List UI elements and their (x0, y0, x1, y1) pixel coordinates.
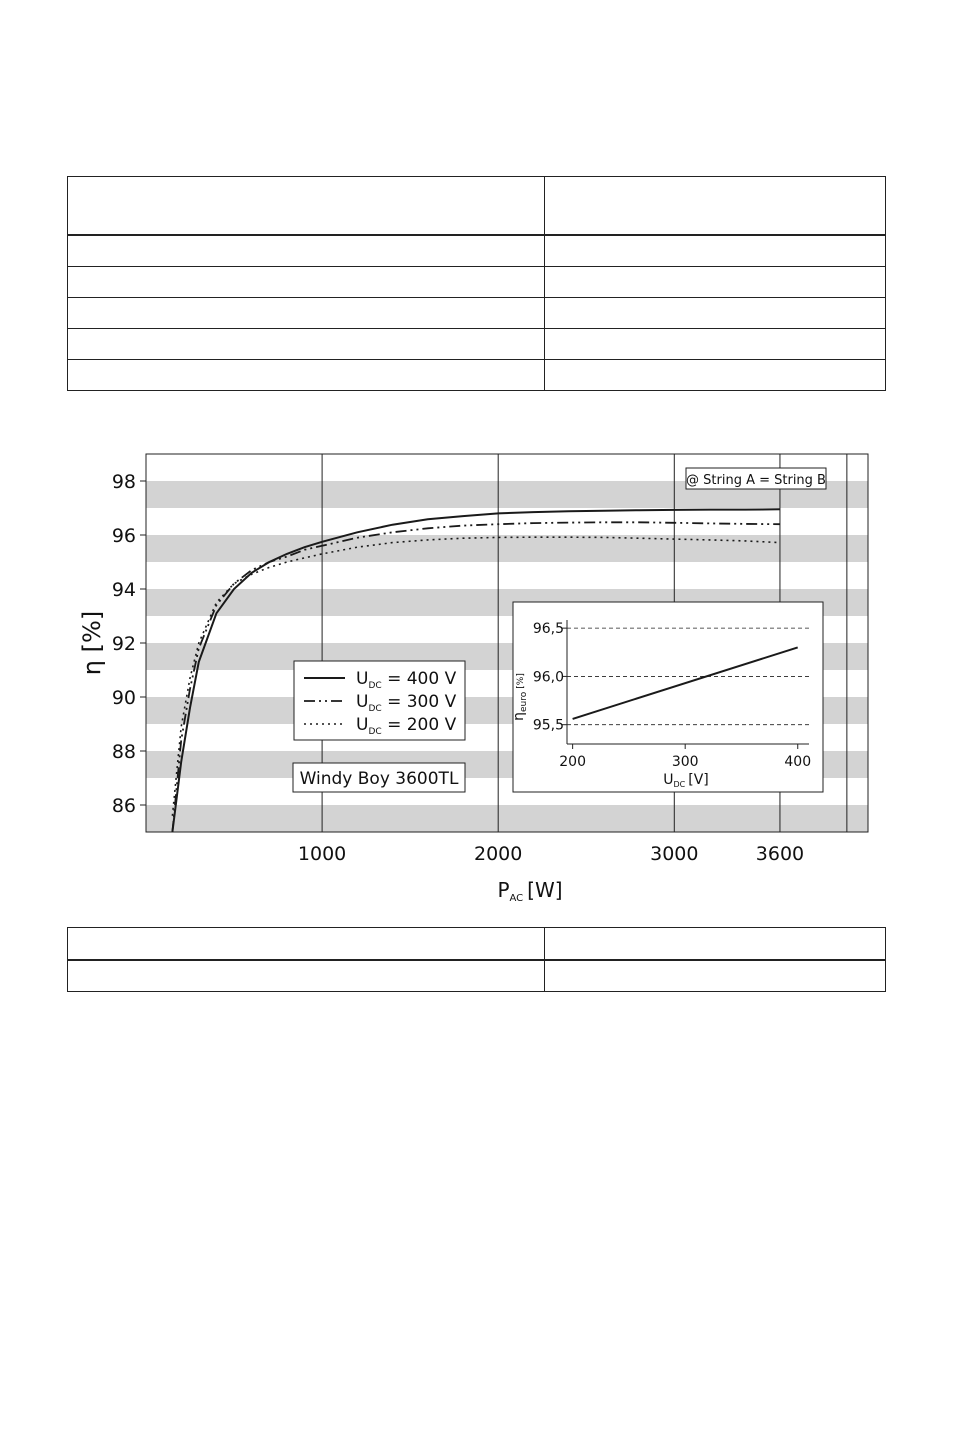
table-header-row (68, 928, 886, 961)
table-cell (545, 928, 886, 961)
shaded-band (146, 805, 868, 832)
table-cell (545, 960, 886, 992)
legend-label: $U_{DC} = 200$ V (356, 715, 457, 737)
y-tick-label: 90 (111, 687, 136, 709)
x-axis-label: $P_{AC}$ [W] (497, 878, 563, 904)
legend-label: $U_{DC} = 300$ V (356, 692, 457, 714)
y-axis-label: η [%] (78, 610, 106, 676)
x-tick-label: 2000 (474, 843, 523, 865)
legend-label: $U_{DC} = 400$ V (356, 669, 457, 691)
inset-x-tick-label: 400 (784, 754, 812, 770)
bottom-table (67, 927, 886, 992)
y-tick-label: 88 (111, 741, 136, 763)
device-label: Windy Boy 3600TL (299, 769, 459, 789)
y-tick-label: 98 (111, 471, 136, 493)
inset-y-tick-label: 95,5 (532, 717, 564, 734)
y-tick-label: 92 (111, 633, 136, 655)
x-tick-label: 3000 (650, 843, 699, 865)
y-tick-label: 86 (111, 795, 136, 817)
inset-y-axis-label: $\eta_{euro}[\%]$ (511, 673, 529, 721)
annotation-text: @ String A = String B (686, 473, 826, 488)
y-tick-label: 94 (111, 579, 136, 601)
inset-x-tick-label: 300 (671, 754, 699, 770)
inset-y-tick-label: 96,5 (532, 621, 564, 638)
x-tick-label: 3600 (755, 843, 805, 865)
inset-x-axis-label: $U_{DC}$ [V] (663, 772, 709, 789)
x-tick-label: 1000 (297, 843, 347, 865)
y-tick-label: 96 (111, 525, 136, 547)
table-cell (68, 960, 545, 992)
x-tick-labels (298, 843, 804, 865)
y-tick-labels (112, 471, 146, 817)
table-cell (68, 928, 545, 961)
shaded-band (146, 535, 868, 562)
table-row (68, 960, 886, 992)
inset-x-tick-label: 200 (559, 754, 586, 770)
inset-y-tick-label: 96,0 (532, 669, 564, 686)
